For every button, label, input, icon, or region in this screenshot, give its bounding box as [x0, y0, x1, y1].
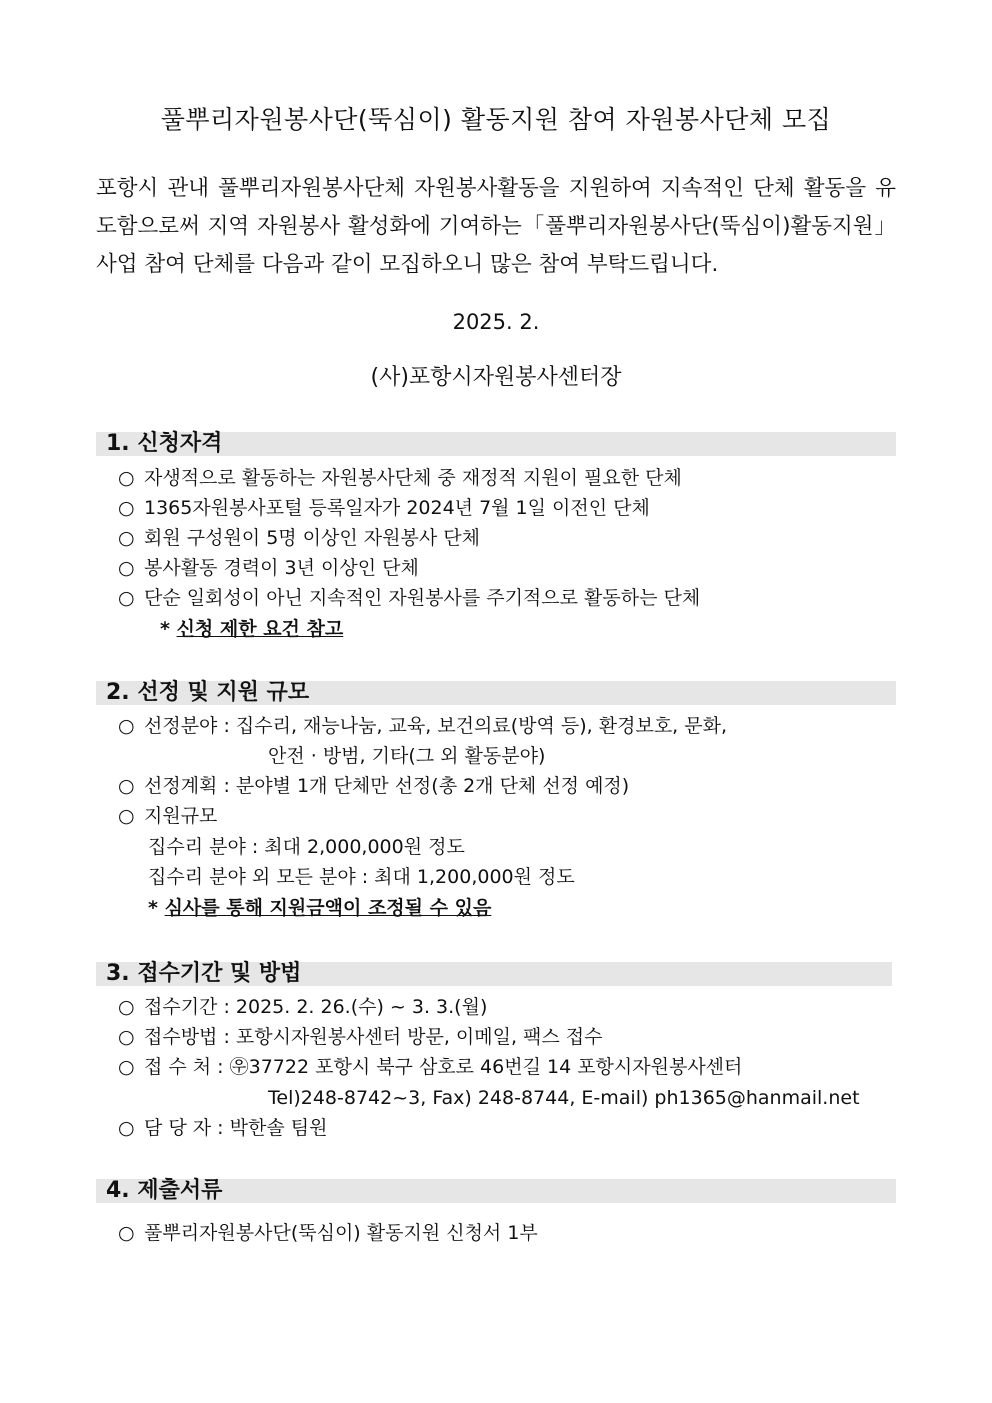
circle-bullet-icon: ○: [118, 996, 135, 1018]
scale-detail-2: 집수리 분야 외 모든 분야 : 최대 1,200,000원 정도: [148, 866, 575, 888]
circle-bullet-icon: ○: [118, 1026, 135, 1048]
list-item-continuation: 안전 · 방범, 기타(그 외 활동분야): [268, 745, 546, 767]
list-item: ○ 선정분야 : 집수리, 재능나눔, 교육, 보건의료(방역 등), 환경보호, 문화,: [118, 712, 727, 740]
circle-bullet-icon: ○: [118, 805, 135, 827]
circle-bullet-icon: ○: [118, 557, 135, 579]
circle-bullet-icon: ○: [118, 1222, 135, 1244]
list-item: ○ 접수방법 : 포항시자원봉사센터 방문, 이메일, 팩스 접수: [118, 1023, 603, 1051]
list-item: ○ 접수기간 : 2025. 2. 26.(수) ~ 3. 3.(월): [118, 993, 487, 1021]
list-item: ○ 회원 구성원이 5명 이상인 자원봉사 단체: [118, 524, 480, 552]
list-item: ○ 풀뿌리자원봉사단(뚝심이) 활동지원 신청서 1부: [118, 1219, 538, 1247]
circle-bullet-icon: ○: [118, 1117, 135, 1139]
circle-bullet-icon: ○: [118, 715, 135, 737]
circle-bullet-icon: ○: [118, 775, 135, 797]
issuing-organization: (사)포항시자원봉사센터장: [370, 365, 622, 390]
contact-details: Tel)248-8742~3, Fax) 248-8744, E-mail) ph1365@hanmail.net: [268, 1087, 860, 1109]
list-item: ○ 봉사활동 경력이 3년 이상인 단체: [118, 554, 419, 582]
circle-bullet-icon: ○: [118, 527, 135, 549]
scale-detail-1: 집수리 분야 : 최대 2,000,000원 정도: [148, 836, 465, 858]
list-item: ○ 단순 일회성이 아닌 지속적인 자원봉사를 주기적으로 활동하는 단체: [118, 584, 700, 612]
circle-bullet-icon: ○: [118, 497, 135, 519]
list-item: ○ 지원규모: [118, 802, 217, 830]
list-item: ○ 선정계획 : 분야별 1개 단체만 선정(총 2개 단체 선정 예정): [118, 772, 629, 800]
list-item: ○ 담 당 자 : 박한솔 팀원: [118, 1114, 327, 1142]
section-3-heading: 3. 접수기간 및 방법: [96, 962, 892, 986]
list-item: ○ 접 수 처 : ㉾37722 포항시 북구 삼호로 46번길 14 포항시자원봉사센터: [118, 1053, 742, 1081]
circle-bullet-icon: ○: [118, 467, 135, 489]
section-2-note: * 심사를 통해 지원금액이 조정될 수 있음: [148, 897, 492, 919]
section-1-heading: 1. 신청자격: [96, 432, 896, 456]
circle-bullet-icon: ○: [118, 587, 135, 609]
section-1-note: * 신청 제한 요건 참고: [160, 618, 344, 640]
document-date: 2025. 2.: [452, 310, 540, 334]
document-title: 풀뿌리자원봉사단(뚝심이) 활동지원 참여 자원봉사단체 모집: [160, 105, 832, 134]
section-4-heading: 4. 제출서류: [96, 1179, 896, 1203]
section-2-heading: 2. 선정 및 지원 규모: [96, 681, 896, 705]
list-item: ○ 1365자원봉사포털 등록일자가 2024년 7월 1일 이전인 단체: [118, 494, 650, 522]
list-item: ○ 자생적으로 활동하는 자원봉사단체 중 재정적 지원이 필요한 단체: [118, 464, 682, 492]
intro-paragraph: 포항시 관내 풀뿌리자원봉사단체 자원봉사활동을 지원하여 지속적인 단체 활동을 유도함으로써 지역 자원봉사 활성화에 기여하는「풀뿌리자원봉사단(뚝심이)활동지원」사업 참여 단체를 다음과 같이 모집하오니 많은 참여 부탁드립니다.: [96, 176, 896, 277]
circle-bullet-icon: ○: [118, 1056, 135, 1078]
